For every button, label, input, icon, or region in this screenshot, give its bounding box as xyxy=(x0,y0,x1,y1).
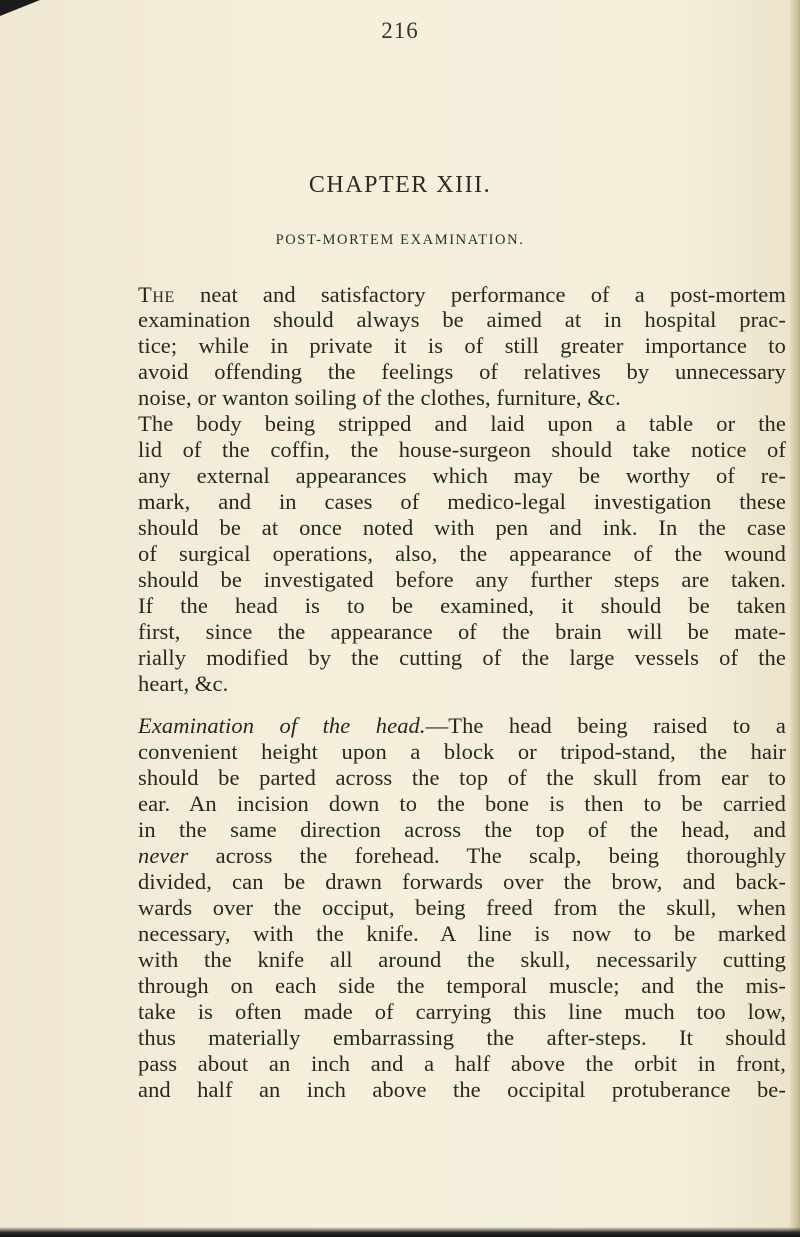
body-line: any external appearances which may be worthy of re- xyxy=(138,463,786,488)
page-number: 216 xyxy=(381,18,419,43)
body-line: convenient height upon a block or tripod-stand, the hair xyxy=(138,739,786,764)
body-line: If the head is to be examined, it should be taken xyxy=(138,593,786,618)
body-line: pass about an inch and a half above the orbit in front, xyxy=(138,1051,786,1076)
body-line: noise, or wanton soiling of the clothes, furniture, &c. xyxy=(138,385,621,410)
body-line: should be investigated before any further steps are taken. xyxy=(138,567,786,592)
body-line: Examination of the head.—The head being raised to a xyxy=(138,713,786,738)
body-line: through on each side the temporal muscle; and the mis- xyxy=(138,973,786,998)
body-line: necessary, with the knife. A line is now to be marked xyxy=(138,921,786,946)
drop-word: The xyxy=(138,282,175,307)
body-line: heart, &c. xyxy=(138,671,229,696)
chapter-title: CHAPTER XIII. xyxy=(308,172,492,198)
body-line: in the same direction across the top of the head, and xyxy=(138,817,786,842)
body-line: examination should always be aimed at in hospital prac- xyxy=(138,307,786,332)
body-line: avoid offending the feelings of relatives by unnecessary xyxy=(138,359,786,384)
body-line: with the knife all around the skull, necessarily cutting xyxy=(138,947,786,972)
body-line: and half an inch above the occipital protuberance be- xyxy=(138,1077,786,1102)
body-line: never across the forehead. The scalp, being thoroughly xyxy=(138,843,786,868)
body-line: should be at once noted with pen and ink. In the case xyxy=(138,515,786,540)
body-line: wards over the occiput, being freed from the skull, when xyxy=(138,895,786,920)
section-heading: Examination of the head. xyxy=(138,713,426,738)
body-line: divided, can be drawn forwards over the brow, and back- xyxy=(138,869,786,894)
body-line: mark, and in cases of medico-legal investigation these xyxy=(138,489,786,514)
body-line: of surgical operations, also, the appearance of the wound xyxy=(138,541,786,566)
body-line: rially modified by the cutting of the large vessels of the xyxy=(138,645,786,670)
body-line: tice; while in private it is of still greater importance to xyxy=(138,333,786,358)
body-line: thus materially embarrassing the after-steps. It should xyxy=(138,1025,786,1050)
body-line: first, since the appearance of the brain will be mate- xyxy=(138,619,786,644)
body-line: The neat and satisfactory performance of a post-mortem xyxy=(138,282,786,307)
emphasis-word: never xyxy=(138,843,189,868)
body-line: lid of the coffin, the house-surgeon should take notice of xyxy=(138,437,786,462)
page-corner-shadow xyxy=(0,0,40,16)
body-line: The body being stripped and laid upon a table or the xyxy=(138,411,786,436)
body-line: ear. An incision down to the bone is then to be carried xyxy=(138,791,786,816)
body-line: should be parted across the top of the skull from ear to xyxy=(138,765,786,790)
body-line: take is often made of carrying this line much too low, xyxy=(138,999,786,1024)
chapter-subtitle: POST-MORTEM EXAMINATION. xyxy=(275,232,525,248)
page-bottom-edge xyxy=(0,1227,800,1237)
